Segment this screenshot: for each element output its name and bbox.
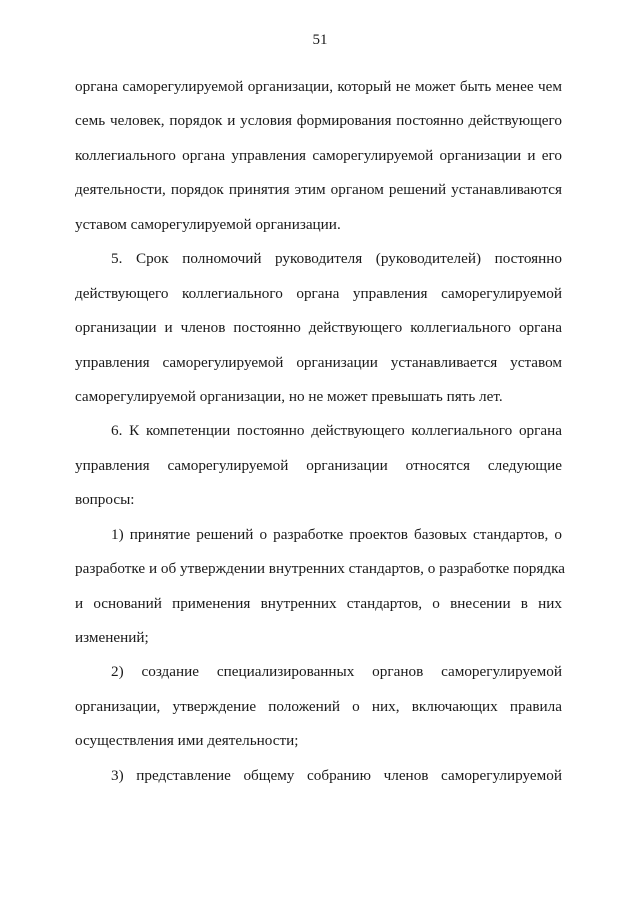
- text-line: осуществления ими деятельности;: [75, 732, 299, 750]
- text-line: коллегиального органа управления саморегулируемой организации и его: [75, 146, 562, 164]
- text-line: управления саморегулируемой организации относятся следующие: [75, 456, 562, 474]
- text-line: саморегулируемой организации, но не может превышать пять лет.: [75, 387, 503, 405]
- text-line: организации, утверждение положений о них, включающих правила: [75, 697, 562, 715]
- text-line: разработке и об утверждении внутренних стандартов, о разработке порядка: [75, 560, 565, 578]
- text-line: деятельности, порядок принятия этим органом решений устанавливаются: [75, 181, 562, 199]
- paragraph-5-first-line: 5. Срок полномочий руководителя (руководителей) постоянно: [111, 250, 562, 268]
- item-3-first-line: 3) представление общему собранию членов саморегулируемой: [111, 766, 562, 784]
- text-line: вопросы:: [75, 491, 135, 509]
- text-line: организации и членов постоянно действующего коллегиального органа: [75, 319, 562, 337]
- page-number: 51: [312, 32, 328, 48]
- text-line: семь человек, порядок и условия формирования постоянно действующего: [75, 112, 562, 130]
- text-line: управления саморегулируемой организации устанавливается уставом: [75, 353, 562, 371]
- text-line: и оснований применения внутренних стандартов, о внесении в них: [75, 594, 562, 612]
- text-line: изменений;: [75, 629, 149, 646]
- text-line: действующего коллегиального органа управления саморегулируемой: [75, 284, 562, 302]
- text-line: уставом саморегулируемой организации.: [75, 215, 341, 233]
- item-2-first-line: 2) создание специализированных органов саморегулируемой: [111, 663, 562, 681]
- text-line: органа саморегулируемой организации, который не может быть менее чем: [75, 78, 562, 95]
- paragraph-6-first-line: 6. К компетенции постоянно действующего коллегиального органа: [111, 422, 562, 440]
- item-1-first-line: 1) принятие решений о разработке проектов базовых стандартов, о: [111, 525, 562, 543]
- document-body: [75, 70, 565, 793]
